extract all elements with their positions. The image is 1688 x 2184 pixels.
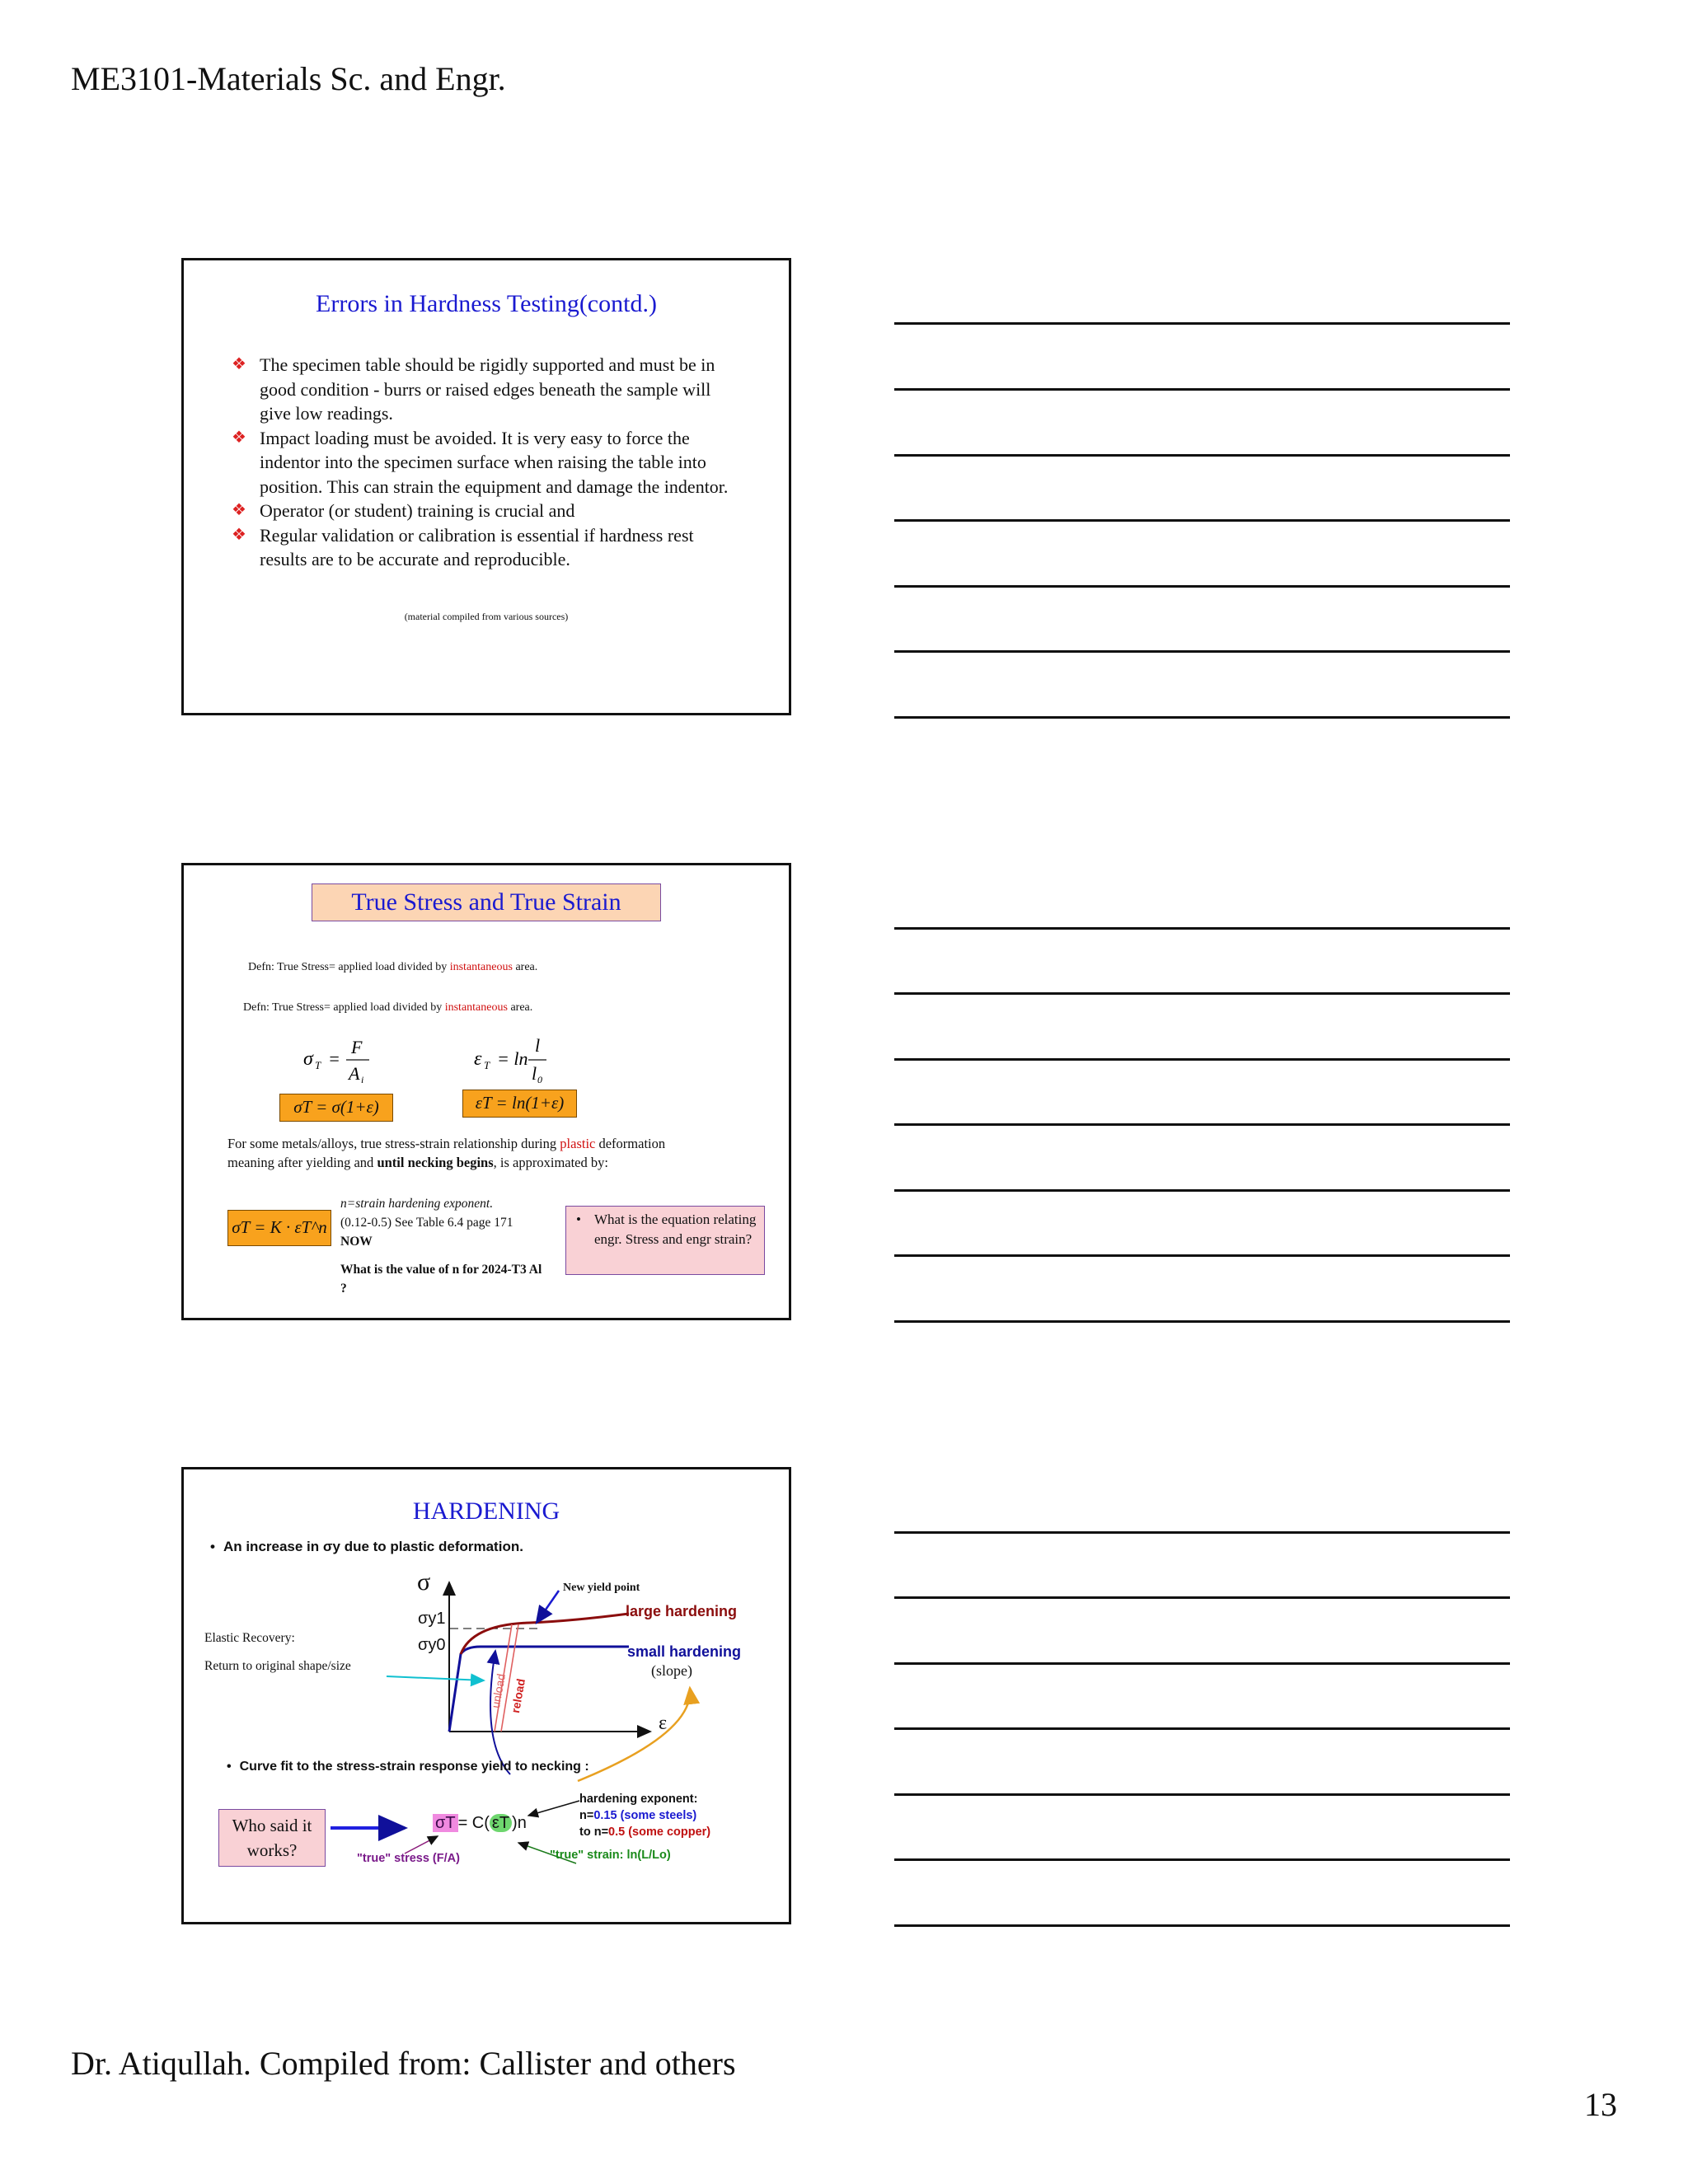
diamond-bullet-icon: ❖ — [232, 525, 246, 544]
note-line — [894, 1858, 1510, 1861]
note-line — [894, 322, 1510, 325]
equation-true-strain — [474, 1035, 573, 1085]
bullet-curve-fit: • Curve fit to the stress-strain response yield to necking : — [227, 1760, 589, 1774]
note-line — [894, 454, 1510, 457]
note-line — [894, 585, 1510, 588]
note-line — [894, 650, 1510, 653]
note-line — [894, 992, 1510, 995]
slide-errors-hardness — [181, 258, 791, 715]
note-line — [894, 388, 1510, 391]
question-box: • What is the equation relating engr. Stress and engr strain? — [565, 1206, 765, 1275]
bullet-dot-icon: • — [576, 1212, 581, 1227]
diamond-bullet-icon: ❖ — [232, 355, 246, 373]
large-hardening-label: large hardening — [626, 1603, 738, 1619]
true-strain-label: "true" strain: ln(L/Lo) — [550, 1849, 671, 1862]
svg-text:T: T — [315, 1059, 321, 1071]
bullet-item: ❖ Operator (or student) training is crucial and — [232, 499, 743, 523]
svg-text:ε: ε — [474, 1048, 482, 1070]
definition-line: Defn: True Stress= applied load divided by instantaneous area. — [248, 961, 538, 973]
x-axis-label: ε — [659, 1713, 668, 1734]
bullet-item: ❖ Regular validation or calibration is essential if hardness rest results are to be accurate and reproducible. — [232, 524, 694, 569]
who-said-box: Who said it works? — [218, 1809, 326, 1867]
note-line — [894, 1320, 1510, 1323]
bullet-list — [232, 353, 743, 572]
note-line — [894, 1254, 1510, 1257]
elastic-recovery-label: Elastic Recovery: — [204, 1631, 295, 1645]
slide-title: HARDENING — [412, 1497, 560, 1525]
slope-label: (slope) — [651, 1662, 692, 1679]
yield-to-necking-arrow — [490, 1651, 510, 1774]
svg-text:T: T — [484, 1059, 490, 1071]
bullet-hardening: • An increase in σy due to plastic deformation. — [210, 1539, 523, 1554]
svg-text:=: = — [328, 1048, 340, 1069]
note-line — [894, 1727, 1510, 1730]
small-hardening-curve — [449, 1647, 629, 1732]
slide-title: True Stress and True Strain — [351, 888, 621, 916]
slide-hardening — [181, 1467, 791, 1924]
note-line — [894, 716, 1510, 719]
small-hardening-label: small hardening — [627, 1643, 742, 1660]
svg-text:σ: σ — [303, 1048, 313, 1070]
y-axis-label: σ — [417, 1568, 431, 1596]
reload-label: reload — [509, 1677, 528, 1714]
large-hardening-curve — [461, 1614, 629, 1654]
svg-text:l: l — [535, 1035, 541, 1056]
svg-text:A: A — [349, 1063, 360, 1084]
page-footer: Dr. Atiqullah. Compiled from: Callister and others — [71, 2045, 736, 2082]
hardening-exponent-label: hardening exponent: n=0.15 (some steels) to n=0.5 (some copper) — [579, 1793, 711, 1839]
elastic-recovery-arrow — [387, 1676, 484, 1680]
new-yield-label: New yield point — [563, 1582, 640, 1594]
svg-text:l: l — [532, 1063, 537, 1084]
svg-text:F: F — [351, 1037, 363, 1057]
svg-text:0: 0 — [537, 1074, 542, 1085]
new-yield-arrow — [537, 1591, 559, 1623]
svg-text:i: i — [361, 1074, 364, 1085]
diamond-bullet-icon: ❖ — [232, 428, 246, 447]
formula-box-true-stress: σT = σ(1+ε) — [279, 1094, 393, 1122]
note-line — [894, 1596, 1510, 1599]
note-line — [894, 1924, 1510, 1927]
unload-label: unload — [489, 1672, 509, 1709]
definition-line: Defn: True Stress= applied load divided by instantaneous area. — [243, 1001, 533, 1014]
note-line — [894, 519, 1510, 522]
slide-true-stress-strain — [181, 863, 791, 1320]
svg-text:= ln: = ln — [497, 1048, 528, 1069]
plastic-relationship-text: For some metals/alloys, true stress-strain relationship during plastic deformation meaning after yielding and until necking begins, is approximated by: — [227, 1136, 666, 1170]
formula-box-power-law: σT = K · εT^n — [227, 1210, 331, 1246]
bullet-item: ❖ Impact loading must be avoided. It is very easy to force the indentor into the specimen surface when raising the table into position. This can strain the equipment and damage the indentor. — [232, 427, 729, 497]
true-stress-label: "true" stress (F/A) — [357, 1852, 460, 1865]
sigma-y0-label: σy0 — [418, 1636, 446, 1654]
note-line — [894, 927, 1510, 930]
bullet-item: ❖ The specimen table should be rigidly supported and must be in good condition - burrs or raised edges beneath the sample will give low readings. — [232, 354, 715, 424]
title-box — [312, 883, 661, 921]
power-law-equation: σT = C( εT )n — [433, 1814, 527, 1833]
sigma-y1-label: σy1 — [418, 1610, 446, 1628]
note-line — [894, 1793, 1510, 1796]
slide-title: Errors in Hardness Testing(contd.) — [316, 290, 657, 317]
note-line — [894, 1189, 1510, 1192]
return-original-label: Return to original shape/size — [204, 1659, 351, 1673]
note-line — [894, 1058, 1510, 1061]
diamond-bullet-icon: ❖ — [232, 501, 246, 519]
page-header: ME3101-Materials Sc. and Engr. — [71, 60, 506, 97]
hardening-exponent-note: n=strain hardening exponent. (0.12-0.5) See Table 6.4 page 171 NOW What is the value of n for 2024-T3 Al ? — [340, 1197, 542, 1296]
note-line — [894, 1531, 1510, 1534]
source-note: (material compiled from various sources) — [404, 611, 569, 622]
formula-box-true-strain: εT = ln(1+ε) — [462, 1090, 577, 1118]
note-line — [894, 1662, 1510, 1665]
equation-true-stress — [303, 1035, 402, 1085]
note-line — [894, 1123, 1510, 1126]
page-number: 13 — [1584, 2086, 1617, 2123]
slope-arrow — [578, 1688, 690, 1781]
